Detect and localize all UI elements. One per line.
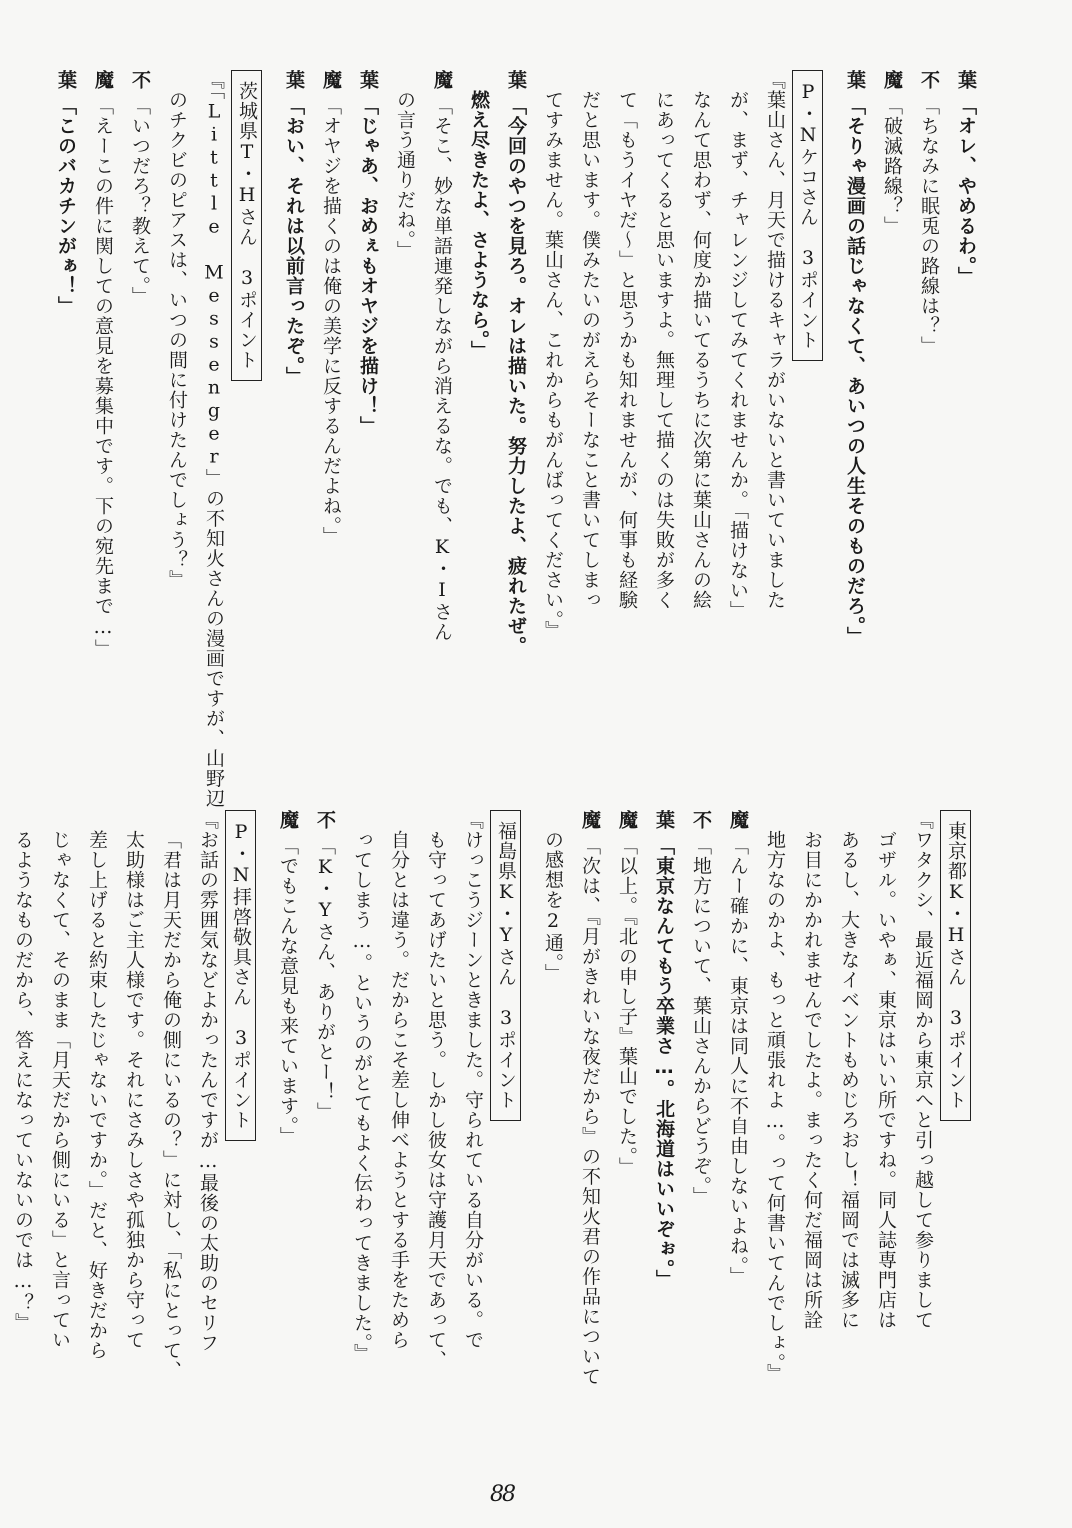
dialogue-line xyxy=(917,70,940,356)
line-text: 『ワタクシ、最近福岡から東京へと引っ越して参りまして xyxy=(912,810,934,1330)
text-line xyxy=(467,70,490,361)
text-line xyxy=(387,810,410,1350)
speaker-tag: 魔 xyxy=(616,810,638,830)
dialogue-line xyxy=(689,810,712,1207)
text-line xyxy=(874,810,897,1330)
text-line xyxy=(615,70,638,610)
text-line xyxy=(461,810,484,1350)
line-text: 「K・Yさん、ありがとー！」 xyxy=(314,836,336,1122)
speaker-tag: 魔 xyxy=(431,70,453,90)
line-text: お目にかかれませんでしたよ。まったく何だ福岡は所詮 xyxy=(801,830,823,1330)
text-line xyxy=(196,810,219,1353)
dialogue-line xyxy=(128,70,151,307)
text-line xyxy=(652,70,675,610)
speaker-tag: 魔 xyxy=(579,810,601,830)
dialogue-line xyxy=(954,70,977,287)
speaker-tag: 葉 xyxy=(55,70,77,90)
line-text: 「今回のやつを見ろ。オレは描いた。努力したよ、疲れたぜ。 xyxy=(505,96,527,656)
line-text: なんて思わず、何度か描いてるうちに次第に葉山さんの絵 xyxy=(690,90,712,610)
speaker-tag: 葉 xyxy=(505,70,527,90)
text-line xyxy=(202,70,225,809)
line-text: 「いつだろ？教えて。」 xyxy=(129,96,151,307)
line-text: 『「Little Messenger」の不知火さんの漫画ですが、山野辺 xyxy=(203,70,225,809)
text-line xyxy=(393,70,416,261)
dialogue-line xyxy=(313,810,336,1122)
letter-header-box: 茨城県T・Hさん 3ポイント xyxy=(231,70,262,381)
text-line xyxy=(763,70,786,610)
speaker-tag: 葉 xyxy=(955,70,977,90)
line-text: 「以上。『北の申し子』葉山でした。」 xyxy=(616,836,638,1177)
line-text: 「東京なんてもう卒業さ…。北海道はいいぞぉ。」 xyxy=(653,836,675,1290)
speaker-tag: 魔 xyxy=(320,70,342,90)
dialogue-line xyxy=(652,810,675,1290)
line-text: 「んー確かに、東京は同人に不自由しないよね。」 xyxy=(727,836,749,1287)
dialogue-line xyxy=(430,70,453,642)
speaker-tag: 不 xyxy=(314,810,336,830)
line-text: 差し上げると約束したじゃないですか。」だと、好きだから xyxy=(86,830,108,1361)
line-text: じゃなくて、そのまま「月天だから側にいる」と言ってい xyxy=(49,830,71,1350)
text-line xyxy=(578,70,601,610)
page-number: 88 xyxy=(490,1482,514,1507)
line-text: 燃え尽きたよ、さようなら。」 xyxy=(468,90,490,361)
line-text: て「もうイヤだ〜」と思うかも知れませんが、何事も経験 xyxy=(616,90,638,610)
text-line xyxy=(837,810,860,1330)
line-text: 「おい、それは以前言ったぞ。」 xyxy=(283,96,305,387)
letter-header-box: 福島県K・Yさん 3ポイント xyxy=(490,810,521,1121)
text-line xyxy=(165,70,188,590)
text-line xyxy=(689,70,712,610)
letter-header-box: P・N拝啓敬具さん 3ポイント xyxy=(225,810,256,1141)
line-text: 「君は月天だから俺の側にいるの？」に対し、「私にとって、 xyxy=(160,830,182,1381)
text-line xyxy=(11,810,34,1333)
speaker-tag: 魔 xyxy=(727,810,749,830)
line-text: 「そこ、妙な単語連発しながら消えるな。でも、K・Iさん xyxy=(431,96,453,642)
dialogue-line xyxy=(319,70,342,547)
speaker-tag: 不 xyxy=(129,70,151,90)
line-text: 『葉山さん、月天で描けるキャラがいないと書いていました xyxy=(764,70,786,610)
letter-header-box: P・Nケコさん 3ポイント xyxy=(792,70,823,361)
text-line xyxy=(424,810,447,1370)
dialogue-line xyxy=(276,810,299,1147)
line-text: 「このバカチンがぁ！」 xyxy=(55,96,77,316)
speaker-tag: 不 xyxy=(690,810,712,830)
speaker-tag: 魔 xyxy=(881,70,903,90)
line-text: 自分とは違う。だからこそ差し伸べようとする手をためら xyxy=(388,830,410,1350)
text-line xyxy=(911,810,934,1330)
dialogue-line xyxy=(282,70,305,387)
text-line xyxy=(541,810,564,984)
line-text: ゴザル。いやぁ、東京はいい所ですね。同人誌専門店は xyxy=(875,830,897,1330)
speaker-tag: 葉 xyxy=(844,70,866,90)
speaker-tag: 葉 xyxy=(283,70,305,90)
line-text: だと思います。僕みたいのがえらそーなこと書いてしまっ xyxy=(579,90,601,610)
line-text: 「ちなみに眠兎の路線は？」 xyxy=(918,96,940,356)
dialogue-line xyxy=(880,70,903,236)
speaker-tag: 葉 xyxy=(357,70,379,90)
speaker-tag: 魔 xyxy=(92,70,114,90)
line-text: 「地方について、葉山さんからどうぞ。」 xyxy=(690,836,712,1207)
text-line xyxy=(122,810,145,1350)
text-line xyxy=(763,810,786,1384)
text-line xyxy=(541,70,564,641)
speaker-tag: 魔 xyxy=(277,810,299,830)
dialogue-line xyxy=(843,70,866,647)
line-text: 「でもこんな意見も来ています。」 xyxy=(277,836,299,1147)
line-text: あるし、大きなイベントもめじろおし！福岡では滅多に xyxy=(838,830,860,1330)
line-text: ってしまう…。というのがとてもよく伝わってきました。』 xyxy=(351,830,373,1364)
line-text: 「そりゃ漫画の話じゃなくて、あいつの人生そのものだろ。」 xyxy=(844,96,866,647)
dialogue-line xyxy=(726,810,749,1287)
line-text: が、まず、チャレンジしてみてくれませんか。「描けない」 xyxy=(727,90,749,621)
line-text: るようなものだから、答えになっていないのでは…？』 xyxy=(12,830,34,1333)
line-text: 『けっこうジーンときました。守られている自分がいる。で xyxy=(462,810,484,1350)
letter-header-box: 東京都K・Hさん 3ポイント xyxy=(940,810,971,1121)
text-line xyxy=(159,810,182,1381)
speaker-tag: 葉 xyxy=(653,810,675,830)
dialogue-line xyxy=(615,810,638,1177)
line-text: 地方なのかよ、もっと頑張れよ…。って何書いてんでしょ。』 xyxy=(764,830,786,1384)
text-line xyxy=(726,70,749,621)
line-text: 「オヤジを描くのは俺の美学に反するんだよね。」 xyxy=(320,96,342,547)
line-text: 「次は、『月がきれいな夜だから』の不知火君の作品について xyxy=(579,836,601,1387)
top-section xyxy=(55,70,977,809)
dialogue-line xyxy=(54,70,77,316)
dialogue-line xyxy=(356,70,379,436)
line-text: 太助様はご主人様です。それにさみしさや孤独から守って xyxy=(123,830,145,1350)
text-line xyxy=(800,810,823,1330)
line-text: のチクビのピアスは、いつの間に付けたんでしょう？』 xyxy=(166,90,188,590)
text-line xyxy=(48,810,71,1350)
line-text: の言う通りだね。」 xyxy=(394,90,416,261)
text-line xyxy=(350,810,373,1364)
line-text: の感想を2通。」 xyxy=(542,830,564,984)
line-text: 「えーこの件に関しての意見を募集中です。下の宛先まで…」 xyxy=(92,96,114,659)
speaker-tag: 不 xyxy=(918,70,940,90)
dialogue-line xyxy=(91,70,114,659)
line-text: てすみません。葉山さん、これからもがんばってください。』 xyxy=(542,90,564,641)
dialogue-line xyxy=(578,810,601,1387)
line-text: にあってくると思いますよ。無理して描くのは失敗が多く xyxy=(653,90,675,610)
line-text: 「オレ、やめるわ。」 xyxy=(955,96,977,287)
line-text: 『お話の雰囲気などよかったんですが…最後の太助のセリフ xyxy=(197,810,219,1353)
bottom-section xyxy=(12,810,977,1450)
line-text: 「じゃあ、おめぇもオヤジを描け！」 xyxy=(357,96,379,436)
text-line xyxy=(85,810,108,1361)
line-text: 「破滅路線？」 xyxy=(881,96,903,236)
line-text: も守ってあげたいと思う。しかし彼女は守護月天であって、 xyxy=(425,830,447,1370)
dialogue-line xyxy=(504,70,527,656)
